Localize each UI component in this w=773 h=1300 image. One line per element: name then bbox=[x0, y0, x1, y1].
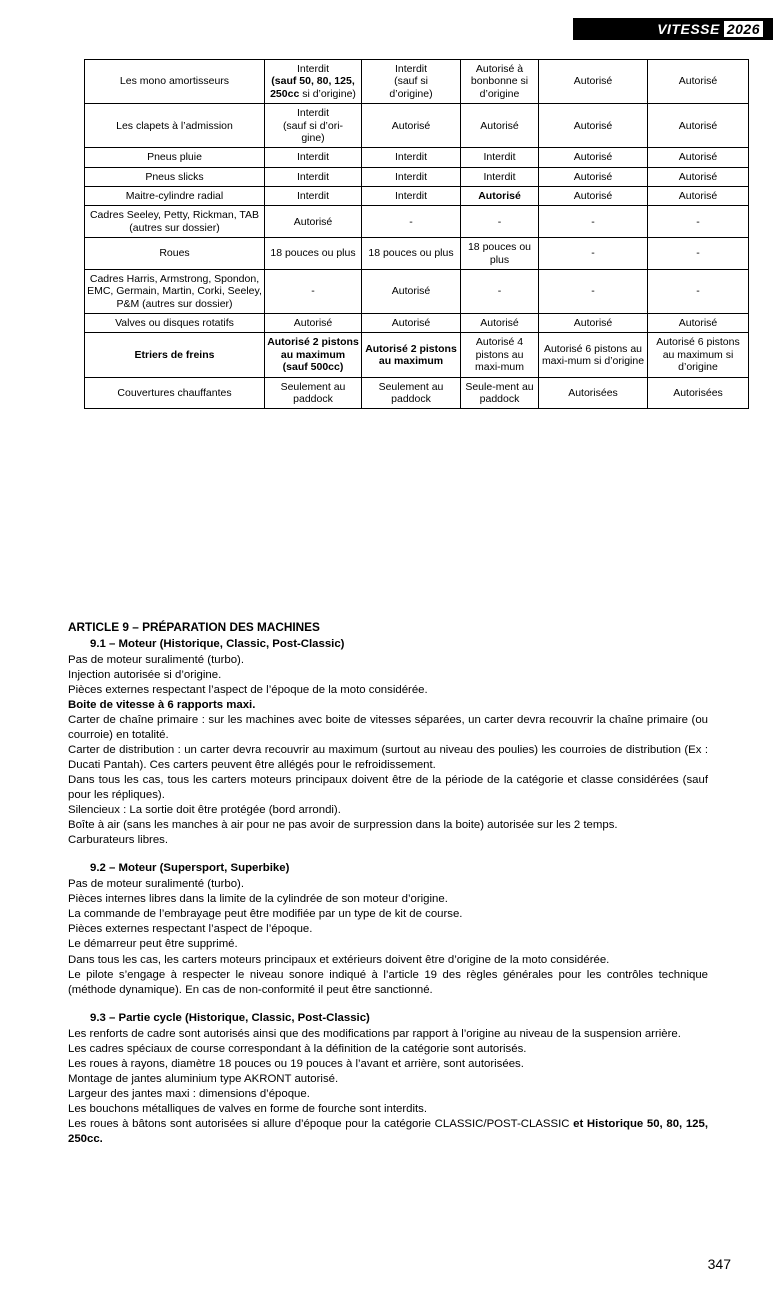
table-row bbox=[85, 238, 749, 270]
table-row bbox=[85, 167, 749, 186]
header-banner bbox=[573, 18, 773, 40]
section-line: Pièces internes libres dans la limite de la cylindrée de son moteur d’origine. bbox=[68, 893, 448, 906]
table-row bbox=[85, 148, 749, 167]
section-line: Boîte à air (sans les manches à air pour ne pas avoir de surpression dans la boite) autorisée sur les 2 temps. bbox=[68, 819, 618, 832]
section-line: Les renforts de cadre sont autorisés ainsi que des modifications par rapport à l’origine au niveau de la suspension arrière. bbox=[68, 1027, 681, 1040]
row-cell: Autorisé 2 pistons au maximum bbox=[362, 333, 461, 377]
section-line: Pièces externes respectant l’aspect de l’époque de la moto considérée. bbox=[68, 683, 428, 696]
specification-table bbox=[84, 59, 749, 409]
section-heading-9-1: 9.1 – Moteur (Historique, Classic, Post-Classic) bbox=[90, 637, 345, 650]
row-cell: Autorisé bbox=[461, 314, 539, 333]
row-cell: - bbox=[539, 238, 648, 270]
row-label: Pneus pluie bbox=[85, 148, 265, 167]
section-line-bold-tail: Les roues à bâtons sont autorisées si allure d’époque pour la catégorie CLASSIC/POST-CLASSIC et Historique 50, 80, 125, 250cc. bbox=[68, 1117, 708, 1146]
row-cell: Autorisé bbox=[362, 269, 461, 313]
table-row bbox=[85, 333, 749, 377]
row-cell: Autorisées bbox=[648, 377, 749, 409]
row-cell: Autorisé bbox=[648, 314, 749, 333]
row-cell: Autorisé bbox=[265, 206, 362, 238]
row-cell: Interdit bbox=[362, 167, 461, 186]
table-row bbox=[85, 314, 749, 333]
section-line: Pas de moteur suralimenté (turbo). bbox=[68, 878, 244, 891]
row-cell: Autorisé bbox=[648, 60, 749, 104]
section-line: Pièces externes respectant l’aspect de l’époque. bbox=[68, 923, 313, 936]
row-cell: Autorisé bbox=[648, 148, 749, 167]
row-cell: 18 pouces ou plus bbox=[265, 238, 362, 270]
row-cell: - bbox=[362, 206, 461, 238]
row-cell: - bbox=[461, 269, 539, 313]
section-line: Les bouchons métalliques de valves en forme de fourche sont interdits. bbox=[68, 1102, 428, 1115]
row-cell: Autorisé bbox=[539, 104, 648, 148]
section-heading-9-3: 9.3 – Partie cycle (Historique, Classic, Post-Classic) bbox=[90, 1011, 370, 1024]
section-line: Les cadres spéciaux de course correspondant à la définition de la catégorie sont autorisés. bbox=[68, 1042, 527, 1055]
section-line: Montage de jantes aluminium type AKRONT autorisé. bbox=[68, 1072, 339, 1085]
row-label: Cadres Harris, Armstrong, Spondon, EMC, Germain, Martin, Corki, Seeley, P&M (autres sur dossier) bbox=[85, 269, 265, 313]
row-cell: Seule-ment au paddock bbox=[461, 377, 539, 409]
section-line: La commande de l’embrayage peut être modifiée par un type de kit de course. bbox=[68, 908, 463, 921]
row-cell: Autorisé bbox=[362, 104, 461, 148]
brand-name: VITESSE bbox=[657, 21, 720, 37]
section-line: Dans tous les cas, les carters moteurs principaux et extérieurs doivent être d’origine de la moto considérée. bbox=[68, 953, 610, 966]
specification-table-wrapper bbox=[84, 59, 740, 409]
row-cell: Autorisé bbox=[461, 104, 539, 148]
row-cell: Interdit bbox=[362, 148, 461, 167]
row-cell: - bbox=[648, 238, 749, 270]
row-cell: 18 pouces ou plus bbox=[461, 238, 539, 270]
article-title: ARTICLE 9 – PRÉPARATION DES MACHINES bbox=[68, 620, 320, 634]
row-cell: Autorisé bbox=[648, 104, 749, 148]
row-cell: Autorisé bbox=[539, 148, 648, 167]
row-label: Etriers de freins bbox=[85, 333, 265, 377]
row-cell: Interdit bbox=[265, 148, 362, 167]
brand-logo bbox=[657, 21, 763, 37]
section-line: Le pilote s’engage à respecter le niveau sonore indiqué à l’article 19 des règles générales pour les contrôles technique (méthode dynamique). En cas de non-conformité il peut être sanctionné. bbox=[68, 968, 708, 996]
section-line: Le démarreur peut être supprimé. bbox=[68, 938, 238, 951]
page-number: 347 bbox=[707, 1256, 731, 1272]
section-line: Carter de chaîne primaire : sur les machines avec boite de vitesses séparées, un carter devra recouvrir la chaîne primaire (ou courroie) en totalité. bbox=[68, 713, 708, 741]
row-label: Valves ou disques rotatifs bbox=[85, 314, 265, 333]
section-line: Boite de vitesse à 6 rapports maxi. bbox=[68, 698, 256, 711]
row-cell: Autorisé bbox=[461, 187, 539, 206]
article-content bbox=[68, 620, 708, 1147]
row-cell: Interdit (sauf 50, 80, 125, 250cc si d’origine) bbox=[265, 60, 362, 104]
row-cell: Interdit bbox=[461, 167, 539, 186]
row-cell: Autorisé 4 pistons au maxi-mum bbox=[461, 333, 539, 377]
row-cell: Interdit (sauf si d’ori- gine) bbox=[265, 104, 362, 148]
row-cell: Autorisé bbox=[648, 187, 749, 206]
brand-year: 2026 bbox=[724, 21, 763, 37]
table-row bbox=[85, 104, 749, 148]
row-cell: Autorisé bbox=[539, 314, 648, 333]
row-cell: Autorisé 6 pistons au maximum si d’origine bbox=[648, 333, 749, 377]
section-line: Carburateurs libres. bbox=[68, 834, 169, 847]
row-cell: Seulement au paddock bbox=[265, 377, 362, 409]
row-cell: - bbox=[539, 269, 648, 313]
table-row bbox=[85, 187, 749, 206]
table-row bbox=[85, 269, 749, 313]
row-cell: Autorisé 6 pistons au maxi-mum si d’origine bbox=[539, 333, 648, 377]
section-line: Pas de moteur suralimenté (turbo). bbox=[68, 653, 244, 666]
section-line: Les roues à rayons, diamètre 18 pouces ou 19 pouces à l’avant et arrière, sont autorisées. bbox=[68, 1057, 524, 1070]
section-heading-9-2: 9.2 – Moteur (Supersport, Superbike) bbox=[90, 862, 290, 875]
table-row bbox=[85, 377, 749, 409]
row-cell: - bbox=[648, 269, 749, 313]
row-label: Couvertures chauffantes bbox=[85, 377, 265, 409]
row-cell: Interdit bbox=[461, 148, 539, 167]
section-line: Silencieux : La sortie doit être protégée (bord arrondi). bbox=[68, 804, 341, 817]
row-label: Maitre-cylindre radial bbox=[85, 187, 265, 206]
row-cell: Interdit bbox=[265, 167, 362, 186]
row-cell: Autorisé bbox=[648, 167, 749, 186]
row-cell: Interdit (sauf si d’origine) bbox=[362, 60, 461, 104]
row-cell: - bbox=[461, 206, 539, 238]
row-cell: Interdit bbox=[362, 187, 461, 206]
section-line: Largeur des jantes maxi : dimensions d’époque. bbox=[68, 1087, 310, 1100]
table-row bbox=[85, 60, 749, 104]
row-cell: Seulement au paddock bbox=[362, 377, 461, 409]
row-cell: Autorisées bbox=[539, 377, 648, 409]
row-cell: Autorisé bbox=[539, 187, 648, 206]
row-label: Pneus slicks bbox=[85, 167, 265, 186]
row-label: Les clapets à l’admission bbox=[85, 104, 265, 148]
row-cell: Autorisé bbox=[362, 314, 461, 333]
table-row bbox=[85, 206, 749, 238]
row-cell: - bbox=[539, 206, 648, 238]
row-cell: Interdit bbox=[265, 187, 362, 206]
row-cell: - bbox=[265, 269, 362, 313]
row-label: Les mono amortisseurs bbox=[85, 60, 265, 104]
section-line: Injection autorisée si d’origine. bbox=[68, 668, 222, 681]
section-line: Dans tous les cas, tous les carters moteurs principaux doivent être de la période de la catégorie et classe considérées (sauf pour les répliques). bbox=[68, 773, 708, 802]
row-label: Roues bbox=[85, 238, 265, 270]
row-cell: - bbox=[648, 206, 749, 238]
row-label: Cadres Seeley, Petty, Rickman, TAB (autres sur dossier) bbox=[85, 206, 265, 238]
row-cell: Autorisé à bonbonne si d’origine bbox=[461, 60, 539, 104]
row-cell: 18 pouces ou plus bbox=[362, 238, 461, 270]
row-cell: Autorisé 2 pistons au maximum (sauf 500cc) bbox=[265, 333, 362, 377]
row-cell: Autorisé bbox=[539, 60, 648, 104]
row-cell: Autorisé bbox=[265, 314, 362, 333]
section-line: Carter de distribution : un carter devra recouvrir au maximum (surtout au niveau des poulies) les courroies de distribution (Ex : Ducati Pantah). Ces carters peuvent être allégés pour le refroidissement. bbox=[68, 743, 708, 771]
row-cell: Autorisé bbox=[539, 167, 648, 186]
